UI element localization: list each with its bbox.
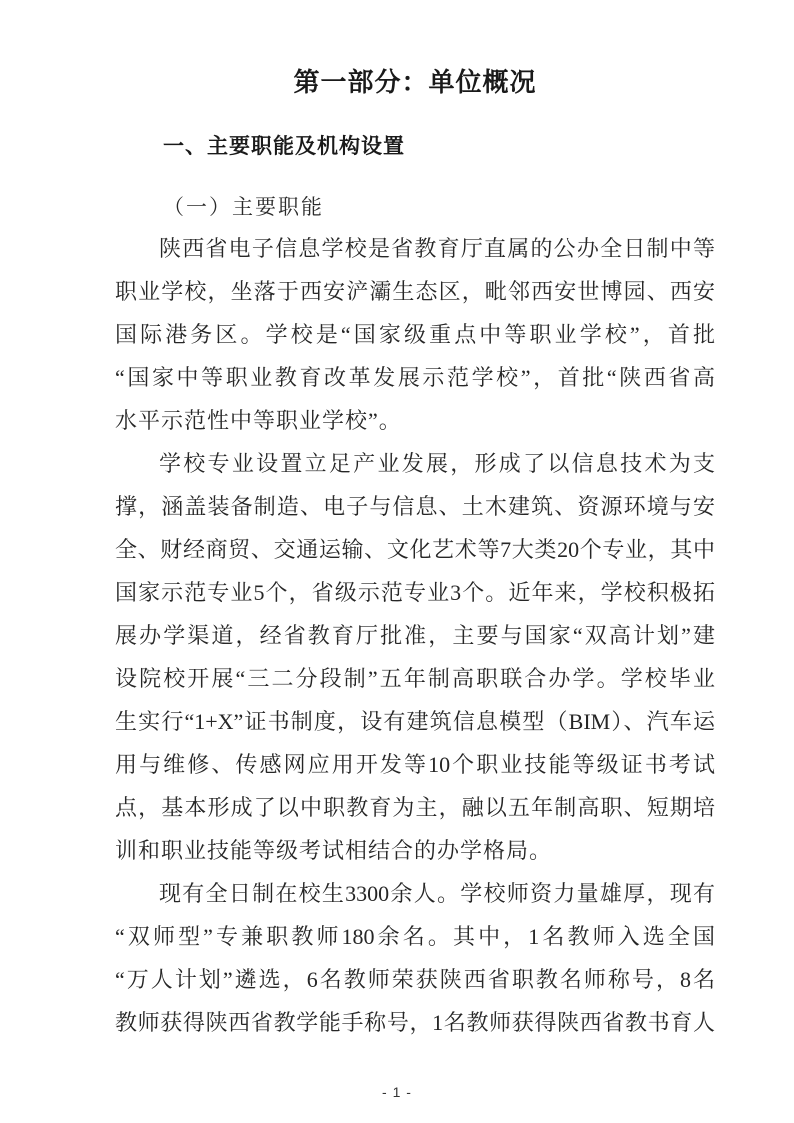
body-line: 点，基本形成了以中职教育为主，融以五年制高职、短期培 (115, 795, 715, 820)
body-line: 职业学校，坐落于西安浐灞生态区，毗邻西安世博园、西安 (115, 279, 715, 304)
body-line: 现有全日制在校生3300余人。学校师资力量雄厚，现有 (159, 881, 715, 906)
body-line: 展办学渠道，经省教育厅批准，主要与国家“双高计划”建 (115, 623, 715, 648)
body-line: “双师型”专兼职教师180余名。其中，1名教师入选全国 (115, 924, 715, 949)
document-title: 第一部分：单位概况 (293, 67, 537, 97)
body-line: 用与维修、传感网应用开发等10个职业技能等级证书考试 (115, 752, 715, 777)
body-line: 教师获得陕西省教学能手称号，1名教师获得陕西省教书育人 (115, 1010, 715, 1035)
body-line: 训和职业技能等级考试相结合的办学格局。 (115, 838, 553, 863)
page-number: - 1 - (382, 1084, 412, 1100)
paragraph (115, 227, 715, 442)
body-line: 全、财经商贸、交通运输、文化艺术等7大类20个专业，其中 (115, 537, 715, 562)
section-heading: 一、主要职能及机构设置 (163, 135, 405, 158)
body-line: 国际港务区。学校是“国家级重点中等职业学校”，首批 (115, 322, 715, 347)
body-line: 设院校开展“三二分段制”五年制高职联合办学。学校毕业 (115, 666, 715, 691)
body-line: “万人计划”遴选，6名教师荣获陕西省职教名师称号，8名 (115, 967, 715, 992)
document-body (115, 227, 715, 1044)
paragraph (115, 872, 715, 1044)
body-line: 撑，涵盖装备制造、电子与信息、土木建筑、资源环境与安 (115, 494, 715, 519)
body-line: 陕西省电子信息学校是省教育厅直属的公办全日制中等 (159, 236, 715, 261)
subsection-heading: （一）主要职能 (163, 195, 324, 219)
body-line: 学校专业设置立足产业发展，形成了以信息技术为支 (159, 451, 715, 476)
body-line: 国家示范专业5个，省级示范专业3个。近年来，学校积极拓 (115, 580, 715, 605)
body-line: 生实行“1+X”证书制度，设有建筑信息模型（BIM）、汽车运 (115, 709, 715, 734)
body-line: 水平示范性中等职业学校”。 (115, 408, 402, 433)
body-line: “国家中等职业教育改革发展示范学校”，首批“陕西省高 (115, 365, 715, 390)
paragraph (115, 442, 715, 872)
